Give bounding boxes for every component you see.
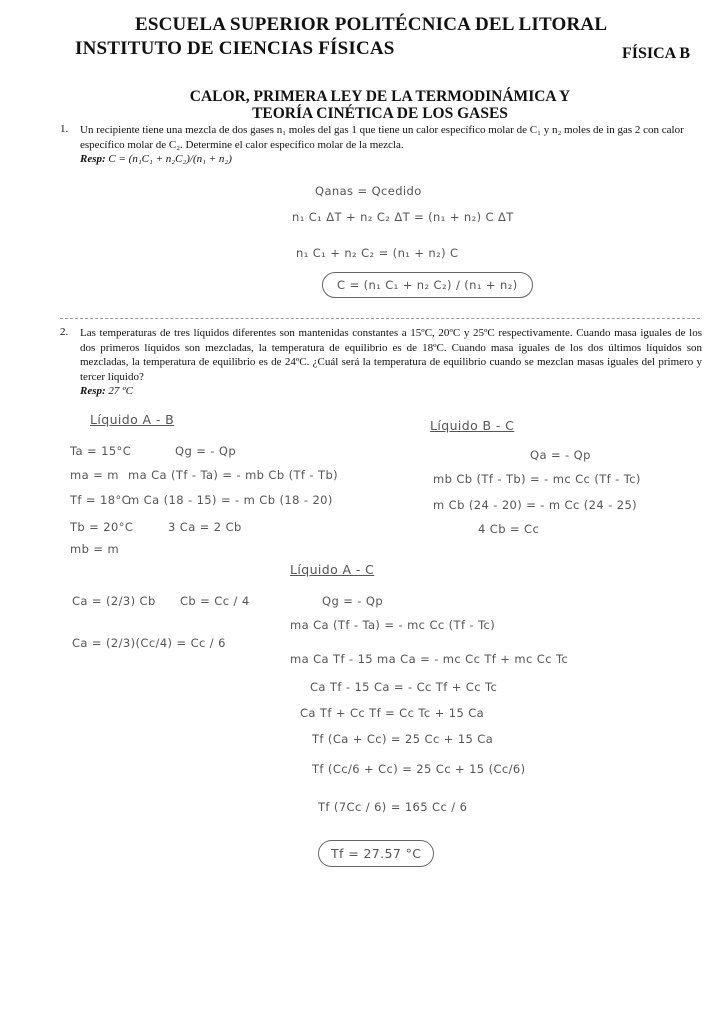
hw-ab-left-3: Tf = 18°C [70,493,131,507]
resp-label: Resp: [80,153,106,165]
document-title-line1: CALOR, PRIMERA LEY DE LA TERMODINÁMICA Y [189,88,571,105]
hw-ac-eq-4: Ca Tf - 15 Ca = - Cc Tf + Cc Tc [310,680,498,694]
hw-ab-eq-1: Qg = - Qp [175,444,237,458]
hw-bc-eq-1: Qa = - Qp [530,448,591,462]
hw-bc-eq-3: m Cb (24 - 20) = - m Cc (24 - 25) [433,498,638,512]
hw-sub-2: Cb = Cc / 4 [180,594,250,608]
hw-ac-title: Líquido A - C [290,562,375,577]
hw-sub-1: Ca = (2/3) Cb [72,594,156,608]
divider [60,318,700,319]
hw-ac-eq-7: Tf (Cc/6 + Cc) = 25 Cc + 15 (Cc/6) [312,762,526,776]
problem-2-answer [80,384,133,399]
hw-p1-line2: n₁ C₁ ΔT + n₂ C₂ ΔT = (n₁ + n₂) C ΔT [292,210,514,224]
document-title-line2: TEORÍA CINÉTICA DE LOS GASES [252,105,508,122]
resp-value: 27 ºC [108,385,133,397]
hw-ac-eq-1: Qg = - Qp [322,594,384,608]
hw-p1-line1: Qanas = Qcedido [315,184,422,198]
hw-ac-eq-3: ma Ca Tf - 15 ma Ca = - mc Cc Tf + mc Cc Tc [290,652,569,666]
problem-1-number: 1. [60,123,69,135]
hw-bc-eq-2: mb Cb (Tf - Tb) = - mc Cc (Tf - Tc) [433,472,641,486]
hw-ab-eq-2: ma Ca (Tf - Ta) = - mb Cb (Tf - Tb) [128,468,339,482]
resp-label: Resp: [80,385,106,397]
problem-2-text: Las temperaturas de tres líquidos diferentes son mantenidas constantes a 15ºC, 20ºC y 25ºC respectivamente. Cuando masa iguales de los dos primeros líquidos son mezcladas, la temperatura de equilibrio es de 18ºC. Cuando masa iguales de los dos últimos líquidos son mezcladas, la temperatura de equilibrio es de 24ºC. ¿Cuál será la temperatura de equilibrio cuando se mezclan masas iguales del primero y tercer líquido? [80,327,702,383]
hw-bc-eq-4: 4 Cb = Cc [478,522,540,536]
course-name: FÍSICA B [622,45,691,62]
problem-2-number: 2. [60,326,69,338]
hw-ab-title: Líquido A - B [90,412,175,427]
hw-ab-left-5: mb = m [70,542,120,556]
hw-sub-3: Ca = (2/3)(Cc/4) = Cc / 6 [72,636,226,650]
hw-p1-line3: n₁ C₁ + n₂ C₂ = (n₁ + n₂) C [296,246,459,260]
hw-ac-eq-6: Tf (Ca + Cc) = 25 Cc + 15 Ca [312,732,494,746]
hw-ab-left-1: Ta = 15°C [70,444,132,458]
hw-ab-left-4: Tb = 20°C [70,520,134,534]
hw-ac-eq-2: ma Ca (Tf - Ta) = - mc Cc (Tf - Tc) [290,618,496,632]
hw-ab-eq-4: 3 Ca = 2 Cb [168,520,242,534]
hw-ab-left-2: ma = m [70,468,119,482]
hw-ac-result: Tf = 27.57 °C [318,840,434,867]
resp-value: C = (n₁C₁ + n₂C₂)/(n₁ + n₂) [108,153,232,165]
hw-ac-eq-8: Tf (7Cc / 6) = 165 Cc / 6 [318,800,468,814]
school-name: ESCUELA SUPERIOR POLITÉCNICA DEL LITORAL [135,14,608,35]
hw-ab-eq-3: m Ca (18 - 15) = - m Cb (18 - 20) [128,493,333,507]
hw-bc-title: Líquido B - C [430,418,515,433]
problem-1-answer [80,152,232,167]
institute-name: INSTITUTO DE CIENCIAS FÍSICAS [75,38,395,59]
hw-ac-eq-5: Ca Tf + Cc Tf = Cc Tc + 15 Ca [300,706,485,720]
hw-p1-result: C = (n₁ C₁ + n₂ C₂) / (n₁ + n₂) [322,272,533,298]
problem-1-text: Un recipiente tiene una mezcla de dos gases n₁ moles del gas 1 que tiene un calor específico molar de C₁ y n₂ moles de in gas 2 con calor específico molar de C₂. Determine el calor específico molar de la mezcla. [80,124,684,151]
